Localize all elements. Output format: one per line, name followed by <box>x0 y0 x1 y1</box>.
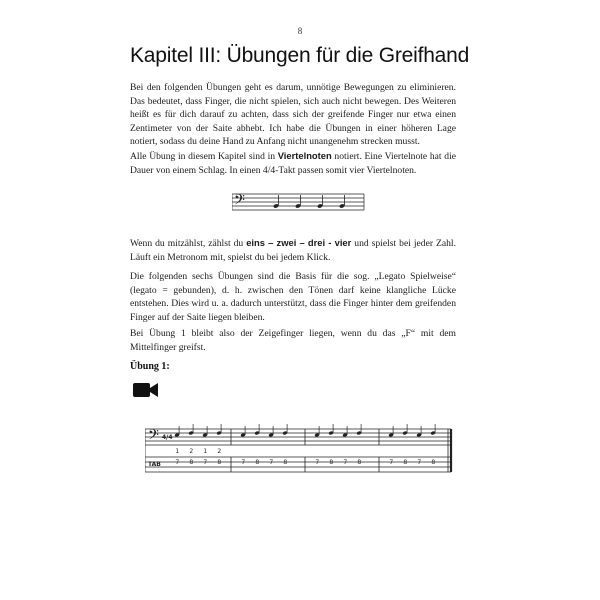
tab-fret-number: 7 <box>343 459 348 466</box>
note <box>240 426 245 437</box>
legato-paragraph: Die folgenden sechs Übungen sind die Basis für die sog. „Legato Spielweise“ (legato = gebunden), d. h. zwischen den Tönen darf keine klangliche Lücke entstehen. Dies wird u. a. dadurch unterstützt, dass die Finger hinter dem greifenden Finger auf der Saite liegen bleiben. <box>130 271 456 323</box>
chapter-title: Kapitel III: Übungen für die Greifhand <box>130 44 470 67</box>
intro-paragraph <box>130 81 456 177</box>
intro-bold-viertelnoten: Viertelnoten <box>277 149 332 161</box>
tab-clef: TAB <box>148 461 161 468</box>
bass-clef-glyph: 𝄢 <box>234 192 245 212</box>
note <box>388 426 393 437</box>
note <box>416 426 421 437</box>
note <box>314 426 319 437</box>
hint-paragraph: Bei Übung 1 bleibt also der Zeigefinger liegen, wenn du das „F“ mit dem Mittelfinger greifst. <box>130 328 456 353</box>
video-camera-icon[interactable] <box>133 382 159 398</box>
tab-fret-number: 7 <box>315 459 320 466</box>
note <box>282 424 287 435</box>
intro-text-2b: notiert. Eine Viertelnote hat die Dauer von einem Schlag. In einen 4/4-Takt passen somit vier Viertelnoten. <box>130 150 456 176</box>
tab-fret-number: 8 <box>329 459 334 466</box>
counting-bold: eins – zwei – drei - vier <box>246 237 352 248</box>
note <box>342 426 347 437</box>
note <box>328 424 333 435</box>
note <box>254 424 259 435</box>
tab-fret-number: 8 <box>283 459 288 466</box>
tab-fret-number: 8 <box>255 459 260 466</box>
fingering-number: 1 <box>203 448 208 455</box>
tab-fret-number: 8 <box>431 459 436 466</box>
exercise-1-notation <box>145 424 455 480</box>
tab-fret-number: 7 <box>417 459 422 466</box>
fingering-number: 1 <box>175 448 180 455</box>
page-number: 8 <box>297 26 303 36</box>
tab-fret-number: 7 <box>203 459 208 466</box>
note <box>356 424 361 435</box>
fingering-number: 2 <box>217 448 222 455</box>
tab-fret-number: 7 <box>269 459 274 466</box>
counting-text-a: Wenn du mitzählst, zählst du <box>130 238 247 249</box>
note <box>202 426 207 437</box>
tab-fret-number: 7 <box>241 459 246 466</box>
intro-text-1: Bei den folgenden Übungen geht es darum, unnötige Bewegungen zu eliminieren. Das bedeutet, dass Finger, die nicht spielen, sich auch nicht bewegen. Des Weiteren heißt es für dich darauf zu achten, dass sich der greifende Finger nur etwa einen Zentimeter von der Saite abhebt. Ich habe die Übungen in einer höheren Lage notiert, sodass du deine Hand zu Anfang nicht unangenehm strecken musst. <box>130 82 456 148</box>
bass-clef-glyph: 𝄢 <box>148 427 159 447</box>
note <box>402 424 407 435</box>
intro-text-2a: Alle Übung in diesem Kapitel sind in <box>130 150 278 162</box>
note <box>216 424 221 435</box>
exercise-title: Übung 1: <box>130 361 170 372</box>
tab-fret-number: 8 <box>403 459 408 466</box>
quarter-note-staff <box>232 190 366 212</box>
counting-text-b: und spielst bei jeder Zahl. Läuft ein Metronom mit, spielst du bei jedem Klick. <box>130 238 456 263</box>
tab-fret-number: 7 <box>175 459 180 466</box>
counting-paragraph <box>130 236 456 264</box>
tab-fret-number: 7 <box>389 459 394 466</box>
time-signature: 4/4 <box>162 434 173 441</box>
tab-fret-number: 8 <box>217 459 222 466</box>
note <box>174 426 179 437</box>
tab-fret-number: 8 <box>189 459 194 466</box>
fingering-number: 2 <box>189 448 194 455</box>
tab-fret-number: 8 <box>357 459 362 466</box>
note <box>430 424 435 435</box>
note <box>268 426 273 437</box>
note <box>188 424 193 435</box>
